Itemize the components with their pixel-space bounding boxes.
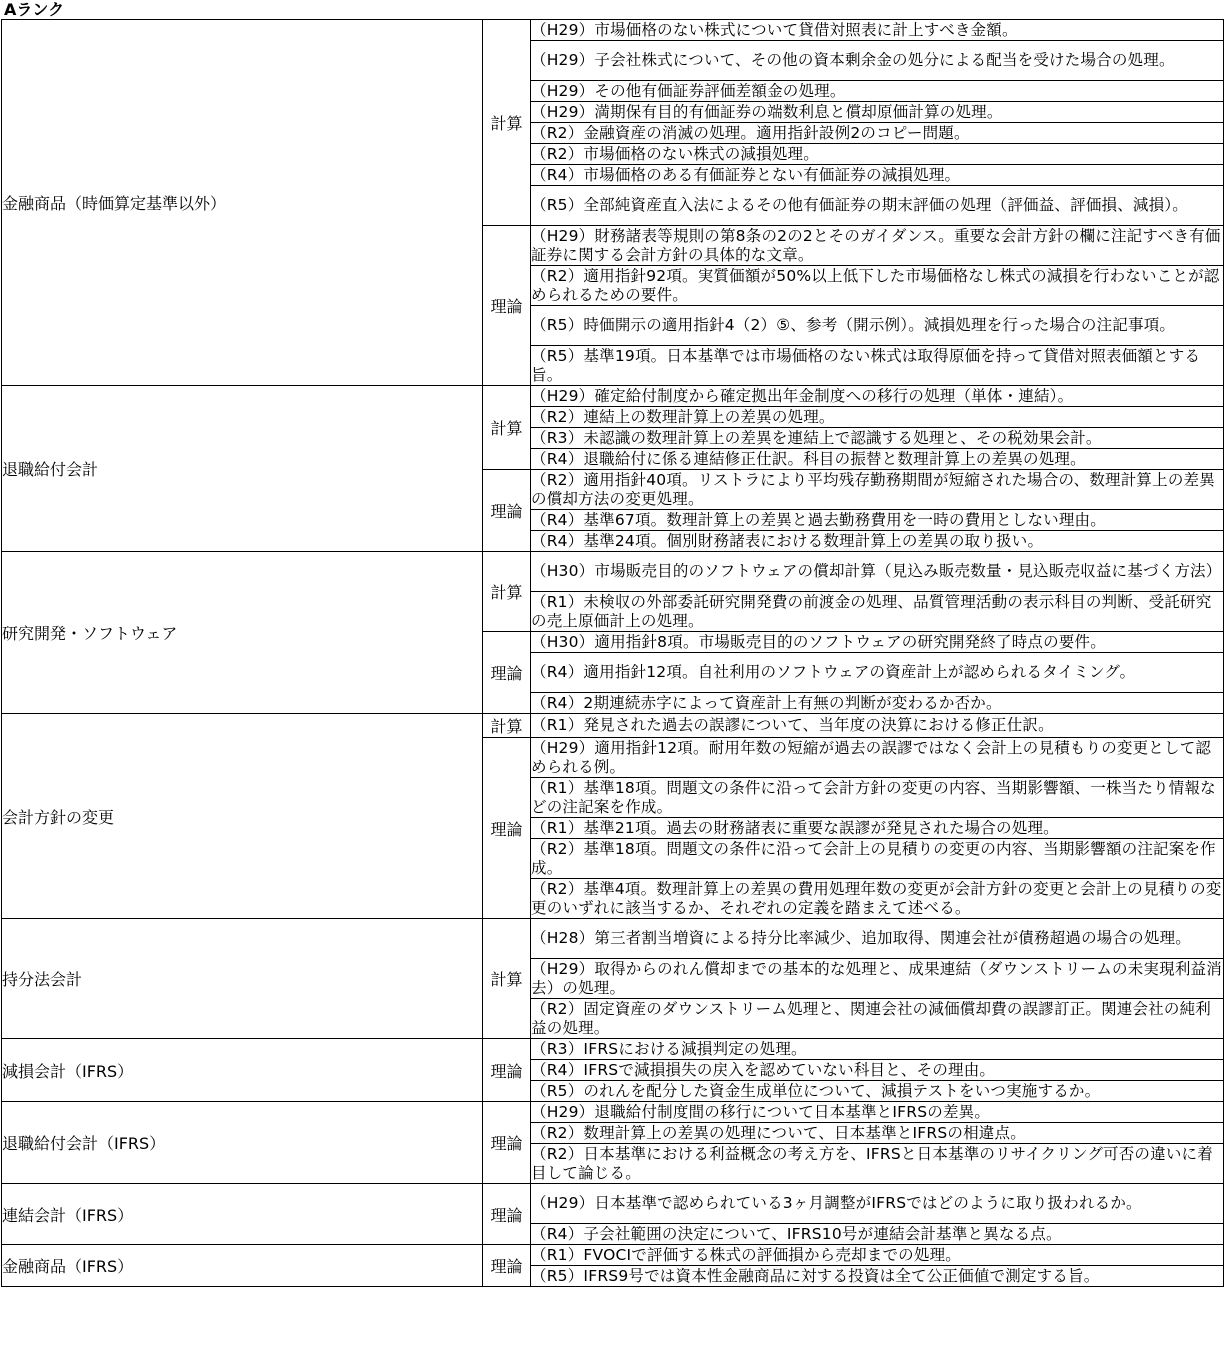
question-item: （H28）第三者割当増資による持分比率減少、追加取得、関連会社が債務超過の場合の処理。 — [531, 919, 1224, 959]
question-item: （R2）市場価格のない株式の減損処理。 — [531, 144, 1224, 165]
question-item: （H29）財務諸表等規則の第8条の2の2とそのガイダンス。重要な会計方針の欄に注記すべき有価証券に関する会計方針の具体的な文章。 — [531, 226, 1224, 266]
page-title: Aランク — [4, 0, 65, 19]
question-item: （H29）取得からのれん償却までの基本的な処理と、成果連結（ダウンストリームの未実現利益消去）の処理。 — [531, 959, 1222, 997]
question-item: （R2）基準18項。問題文の条件に沿って会計上の見積りの変更の内容、当期影響額の注記案を作成。 — [531, 839, 1224, 879]
question-item: （R5）時価開示の適用指針4（2）⑤、参考（開示例）。減損処理を行った場合の注記事項。 — [531, 306, 1224, 346]
question-item: （R4）基準67項。数理計算上の差異と過去勤務費用を一時の費用としない理由。 — [531, 510, 1224, 531]
table-row — [2, 1102, 1224, 1123]
question-item: （H30）適用指針8項。市場販売目的のソフトウェアの研究開発終了時点の要件。 — [531, 632, 1224, 653]
topic-cell: 持分法会計 — [2, 919, 483, 1039]
question-item: （R5）のれんを配分した資金生成単位について、減損テストをいつ実施するか。 — [531, 1081, 1224, 1102]
question-item: （R3）未認識の数理計算上の差異を連結上で認識する処理と、その税効果会計。 — [531, 428, 1224, 449]
question-item: （H30）市場販売目的のソフトウェアの償却計算（見込み販売数量・見込販売収益に基づく方法） — [531, 552, 1224, 592]
question-item: （H29）確定給付制度から確定拠出年金制度への移行の処理（単体・連結）。 — [531, 386, 1224, 407]
table-row — [2, 714, 1224, 738]
question-item: （R4）市場価格のある有価証券とない有価証券の減損処理。 — [531, 165, 1224, 186]
category-cell: 計算 — [483, 714, 531, 738]
question-item: （R4）退職給付に係る連結修正仕訳。科目の振替と数理計算上の差異の処理。 — [531, 449, 1224, 470]
question-item: （R4）適用指針12項。自社利用のソフトウェアの資産計上が認められるタイミング。 — [531, 653, 1224, 693]
topic-cell: 退職給付会計 — [2, 386, 483, 552]
category-cell: 理論 — [483, 470, 531, 552]
question-item: （R1）未検収の外部委託研究開発費の前渡金の処理、品質管理活動の表示科目の判断、受託研究の売上原価計上の処理。 — [531, 592, 1224, 632]
question-item: （R1）発見された過去の誤謬について、当年度の決算における修正仕訳。 — [531, 714, 1224, 738]
question-item: （R5）基準19項。日本基準では市場価格のない株式は取得原価を持って貸借対照表価額とする旨。 — [531, 346, 1224, 386]
question-item: （R4）IFRSで減損損失の戻入を認めていない科目と、その理由。 — [531, 1060, 1224, 1081]
category-cell: 理論 — [483, 1039, 531, 1102]
category-cell: 計算 — [483, 919, 531, 1039]
category-cell: 理論 — [483, 632, 531, 714]
question-item: （R2）固定資産のダウンストリーム処理と、関連会社の減価償却費の誤謬訂正。関連会社の純利益の処理。 — [531, 999, 1224, 1039]
question-item: （R4）子会社範囲の決定について、IFRS10号が連結会計基準と異なる点。 — [531, 1224, 1224, 1245]
question-item: （R2）適用指針92項。実質価額が50%以上低下した市場価格なし株式の減損を行わないことが認められるための要件。 — [531, 266, 1224, 306]
category-cell: 理論 — [483, 1102, 531, 1184]
topic-cell: 会計方針の変更 — [2, 714, 483, 919]
table-row — [2, 1039, 1224, 1060]
question-item: （R2）金融資産の消滅の処理。適用指針設例2のコピー問題。 — [531, 123, 1224, 144]
question-item: （R5）全部純資産直入法によるその他有価証券の期末評価の処理（評価益、評価損、減損）。 — [531, 186, 1224, 226]
question-item: （R4）基準24項。個別財務諸表における数理計算上の差異の取り扱い。 — [531, 531, 1224, 552]
question-item: （R4）2期連続赤字によって資産計上有無の判断が変わるか否か。 — [531, 693, 1224, 714]
question-item: （R1）基準18項。問題文の条件に沿って会計方針の変更の内容、当期影響額、一株当たり情報などの注記案を作成。 — [531, 778, 1224, 818]
question-item: （R2）適用指針40項。リストラにより平均残存勤務期間が短縮された場合の、数理計算上の差異の償却方法の変更処理。 — [531, 470, 1224, 510]
question-item: （H29）その他有価証券評価差額金の処理。 — [531, 81, 1224, 102]
category-cell: 理論 — [483, 738, 531, 919]
table-row — [2, 386, 1224, 407]
category-cell: 計算 — [483, 552, 531, 632]
topic-cell: 連結会計（IFRS） — [2, 1184, 483, 1245]
category-cell: 計算 — [483, 386, 531, 470]
question-item: （H29）日本基準で認められている3ヶ月調整がIFRSではどのように取り扱われるか。 — [531, 1184, 1224, 1224]
category-cell: 理論 — [483, 226, 531, 386]
topic-cell: 金融商品（IFRS） — [2, 1245, 483, 1287]
table-row — [2, 1245, 1224, 1266]
topic-cell: 退職給付会計（IFRS） — [2, 1102, 483, 1184]
question-item: （R1）基準21項。過去の財務諸表に重要な誤謬が発見された場合の処理。 — [531, 818, 1224, 839]
table-row — [2, 919, 1224, 959]
category-cell: 理論 — [483, 1245, 531, 1287]
question-item: （H29）満期保有目的有価証券の端数利息と償却原価計算の処理。 — [531, 102, 1224, 123]
question-item: （R2）連結上の数理計算上の差異の処理。 — [531, 407, 1224, 428]
rank-table-body — [2, 20, 1224, 1287]
table-row — [2, 1184, 1224, 1224]
rank-table — [1, 19, 1224, 1287]
category-cell: 計算 — [483, 20, 531, 226]
question-item: （H29）適用指針12項。耐用年数の短縮が過去の誤謬ではなく会計上の見積もりの変更として認められる例。 — [531, 738, 1224, 778]
topic-cell: 金融商品（時価算定基準以外） — [2, 20, 483, 386]
question-item: （R3）IFRSにおける減損判定の処理。 — [531, 1039, 1224, 1060]
question-item: （R2）基準4項。数理計算上の差異の費用処理年数の変更が会計方針の変更と会計上の見積りの変更のいずれに該当するか、それぞれの定義を踏まえて述べる。 — [531, 879, 1222, 917]
question-item: （H29）市場価格のない株式について貸借対照表に計上すべき金額。 — [531, 20, 1224, 41]
question-item: （R1）FVOCIで評価する株式の評価損から売却までの処理。 — [531, 1245, 1224, 1266]
question-item: （H29）退職給付制度間の移行について日本基準とIFRSの差異。 — [531, 1102, 1224, 1123]
topic-cell: 研究開発・ソフトウェア — [2, 552, 483, 714]
table-row — [2, 20, 1224, 41]
question-item: （R5）IFRS9号では資本性金融商品に対する投資は全て公正価値で測定する旨。 — [531, 1266, 1224, 1287]
topic-cell: 減損会計（IFRS） — [2, 1039, 483, 1102]
question-item: （R2）日本基準における利益概念の考え方を、IFRSと日本基準のリサイクリング可否の違いに着目して論じる。 — [531, 1144, 1224, 1184]
question-item: （R2）数理計算上の差異の処理について、日本基準とIFRSの相違点。 — [531, 1123, 1224, 1144]
table-row — [2, 552, 1224, 592]
question-item: （H29）子会社株式について、その他の資本剰余金の処分による配当を受けた場合の処理。 — [531, 41, 1224, 81]
category-cell: 理論 — [483, 1184, 531, 1245]
